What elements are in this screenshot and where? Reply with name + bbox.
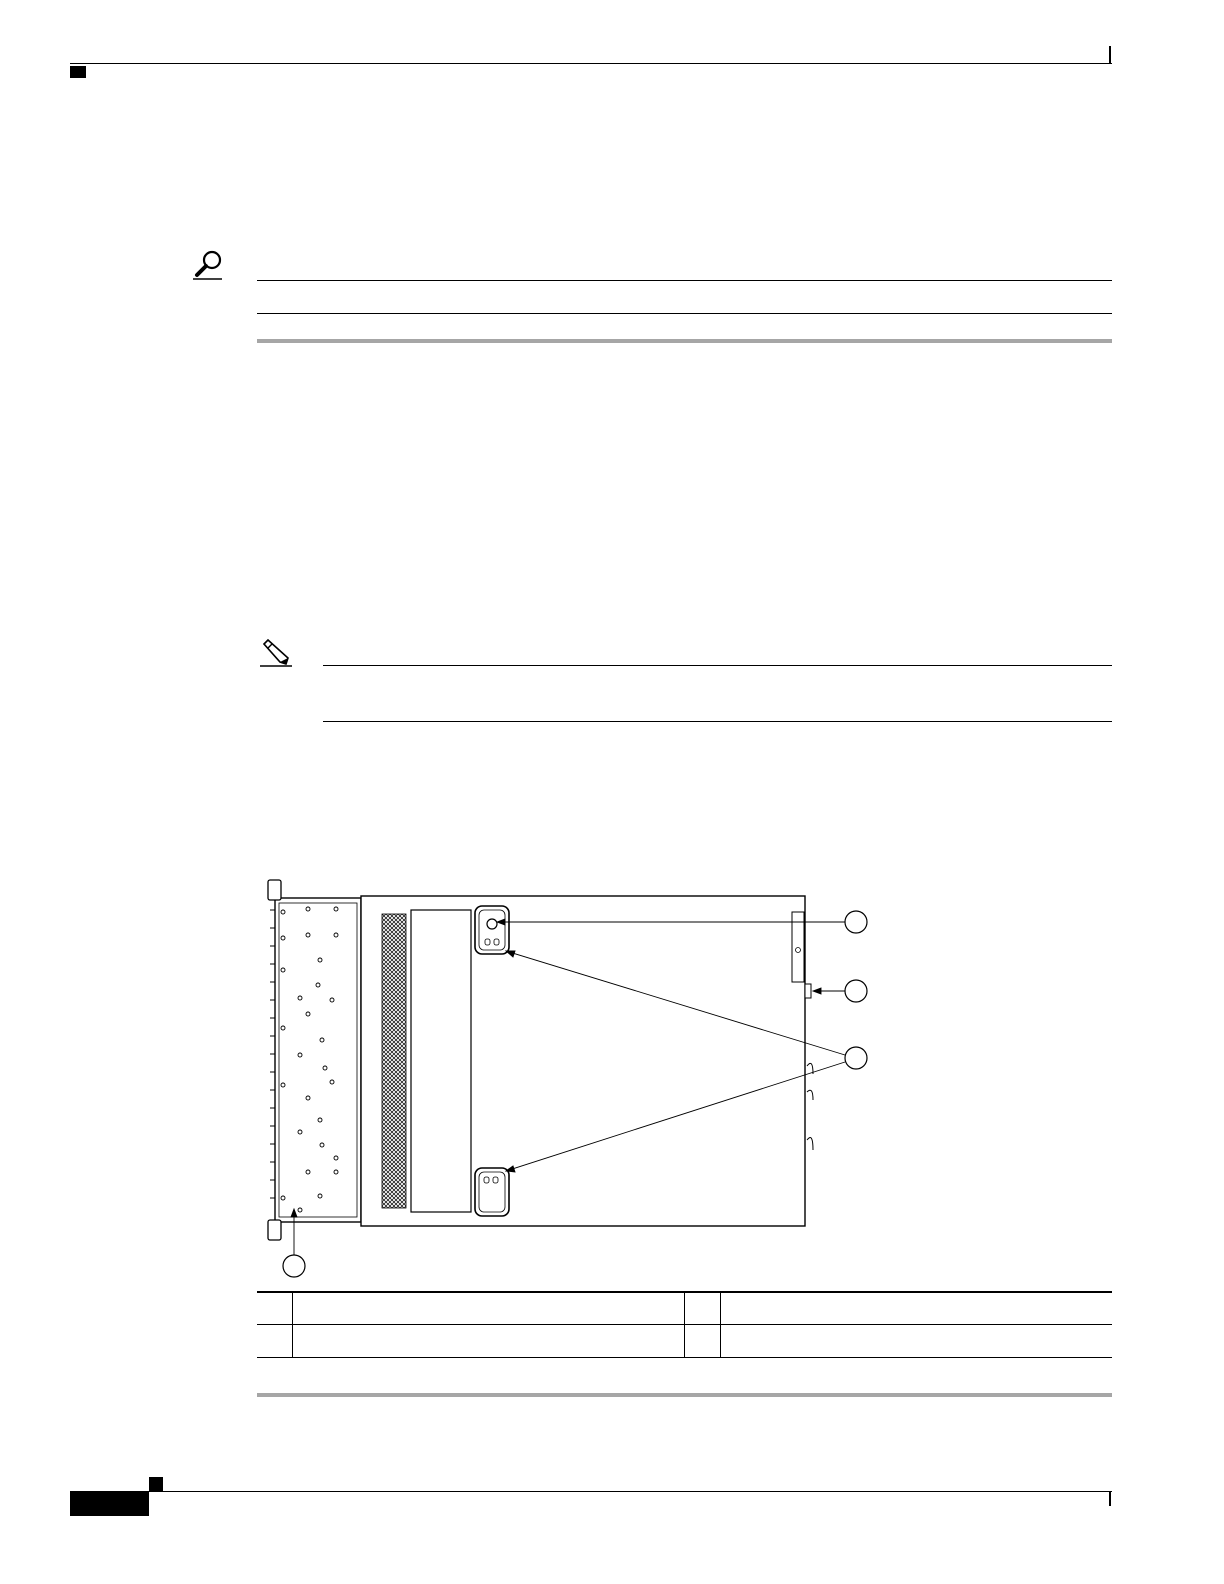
tip-text xyxy=(257,288,1112,308)
tip-top-rule xyxy=(257,280,1112,281)
magnifier-icon xyxy=(192,248,228,282)
tip-bottom-rule xyxy=(257,313,1112,314)
legend-col-divider xyxy=(684,1291,685,1358)
footer-rule xyxy=(70,1491,1112,1492)
section-separator-rule xyxy=(257,339,1112,343)
footer-square-marker xyxy=(149,1477,163,1491)
figure-legend-table xyxy=(257,1291,1112,1359)
callout-circle xyxy=(845,980,867,1002)
note-text xyxy=(323,675,1112,711)
legend-col-divider xyxy=(720,1291,721,1358)
note-bottom-rule xyxy=(323,721,1112,722)
end-of-section-rule xyxy=(257,1393,1112,1397)
legend-col-divider xyxy=(292,1291,293,1358)
callout-circle xyxy=(845,1047,867,1069)
footer-page-tab xyxy=(70,1492,149,1516)
header-right-tick xyxy=(1109,46,1111,64)
footer-right-tick xyxy=(1109,1492,1111,1506)
header-square-marker xyxy=(70,66,86,78)
note-top-rule xyxy=(323,665,1112,666)
callout-circle xyxy=(845,911,867,933)
callout-circle xyxy=(283,1255,305,1277)
chassis-body xyxy=(361,896,813,1226)
header-rule xyxy=(70,63,1112,64)
pencil-icon xyxy=(258,638,294,668)
front-panel xyxy=(268,880,361,1240)
server-top-view-figure xyxy=(255,872,895,1284)
